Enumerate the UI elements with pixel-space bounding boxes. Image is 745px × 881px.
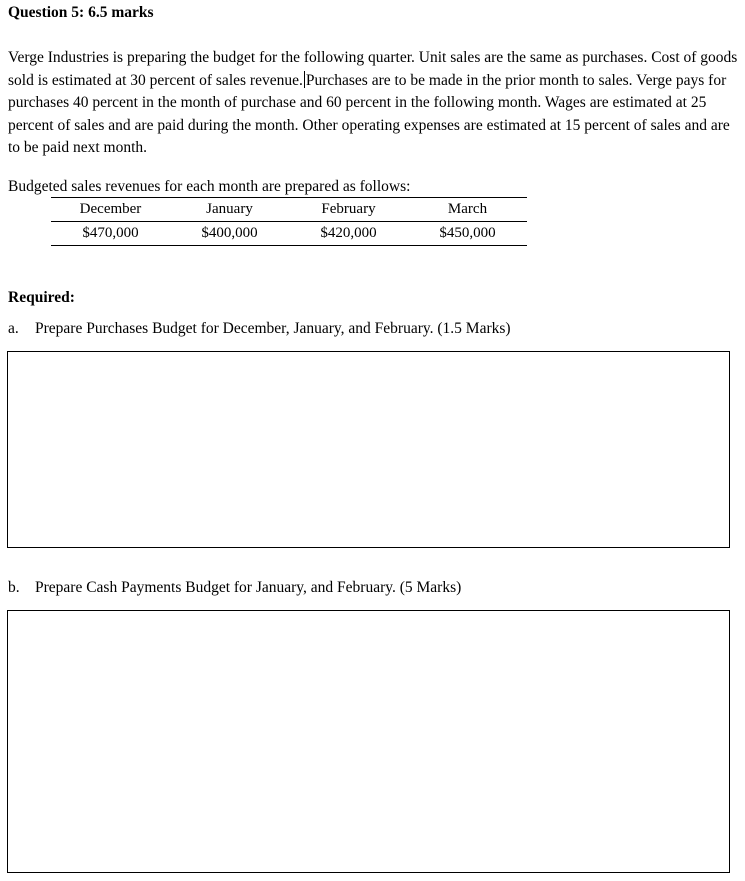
- question-intro: [8, 47, 738, 160]
- part-a-answer-box[interactable]: [7, 351, 730, 548]
- part-b-letter: b.: [8, 579, 20, 596]
- sales-table: [51, 197, 527, 246]
- part-b-prompt: [8, 579, 461, 597]
- intro-text-part1: Verge Industries is preparing the budget for the following quarter. Unit sales are the same as purchases. Cost of goods sold is estimated at 30 percent of sales revenue.: [8, 49, 738, 89]
- value-february: $420,000: [289, 222, 408, 246]
- required-heading: Required:: [8, 289, 75, 306]
- part-b-text: Prepare Cash Payments Budget for January, and February. (5 Marks): [35, 579, 462, 596]
- part-a-letter: a.: [8, 320, 19, 337]
- part-a-text: Prepare Purchases Budget for December, January, and February. (1.5 Marks): [35, 320, 511, 337]
- header-january: January: [170, 198, 289, 222]
- header-december: December: [51, 198, 170, 222]
- value-march: $450,000: [408, 222, 527, 246]
- sales-table-row: [51, 222, 527, 246]
- sales-table-caption: Budgeted sales revenues for each month are prepared as follows:: [8, 178, 411, 195]
- question-title: Question 5: 6.5 marks: [8, 4, 154, 21]
- part-b-answer-box[interactable]: [7, 610, 730, 873]
- header-february: February: [289, 198, 408, 222]
- value-december: $470,000: [51, 222, 170, 246]
- sales-table-header-row: [51, 198, 527, 222]
- part-a-prompt: [8, 320, 511, 338]
- text-cursor: [304, 71, 305, 88]
- intro-text-part2: Purchases are to be made in the prior month to sales. Verge pays for purchases 40 percent in the month of purchase and 60 percent in the following month. Wages are estimated at 25 percent of sales and are paid during the month. Other operating expenses are estimated at 15 percent of sales and are to be paid next month.: [8, 71, 730, 156]
- value-january: $400,000: [170, 222, 289, 246]
- header-march: March: [408, 198, 527, 222]
